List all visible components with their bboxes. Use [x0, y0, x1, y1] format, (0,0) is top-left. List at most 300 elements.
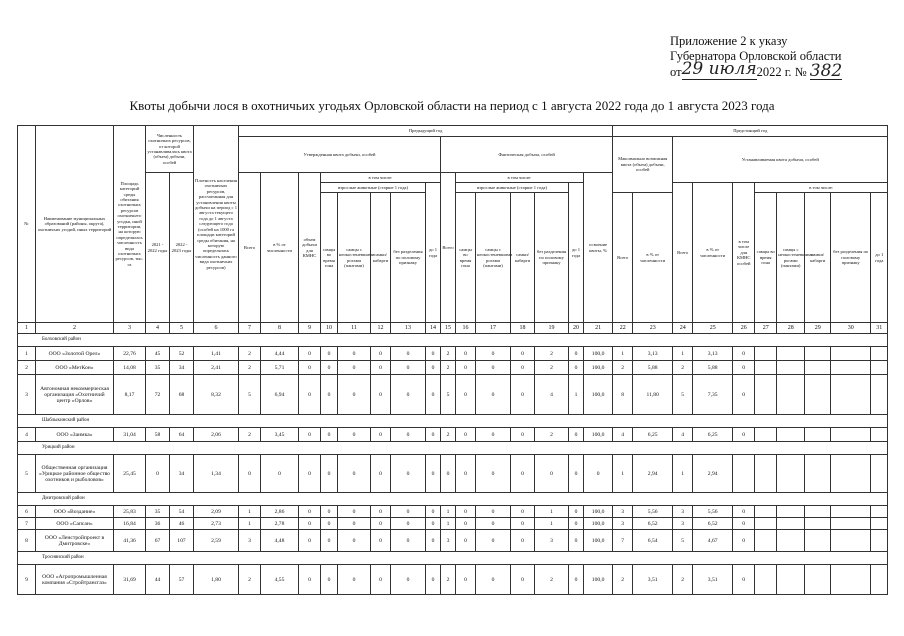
- header-set-quota: Устанавливаемая квота добычи, особей: [673, 137, 888, 183]
- column-numbers-row: [18, 323, 888, 334]
- table-cell: 36: [146, 518, 170, 530]
- table-cell: 0: [476, 428, 511, 442]
- table-cell: 1: [441, 518, 456, 530]
- table-cell: 0: [338, 506, 371, 518]
- column-number: 4: [146, 323, 170, 334]
- table-cell: [805, 455, 831, 493]
- table-cell: 3: [613, 518, 633, 530]
- table-cell: [777, 518, 805, 530]
- table-cell: 25,83: [114, 506, 146, 518]
- column-number: 12: [371, 323, 391, 334]
- header-population: Численность охотничьих ресурсов, от которой устанавливалась квота (объем) добычи, особей: [146, 126, 194, 173]
- district-label: Болховский район: [18, 334, 888, 347]
- table-cell: 6,25: [633, 428, 673, 442]
- table-cell: 0: [321, 506, 338, 518]
- table-cell: 0: [733, 506, 755, 518]
- table-cell: 0: [338, 565, 371, 595]
- table-cell: 57: [170, 565, 194, 595]
- table-cell: 0: [569, 361, 584, 375]
- table-cell: 7: [18, 518, 36, 530]
- table-cell: [805, 530, 831, 552]
- header-name: Наименование муниципальных образований (районы, округа), охотничьих угодий, иных территорий: [36, 126, 114, 323]
- table-cell: [777, 455, 805, 493]
- table-cell: 0: [371, 428, 391, 442]
- table-cell: 0: [733, 428, 755, 442]
- table-cell: 4,67: [693, 530, 733, 552]
- table-cell: 0: [299, 518, 321, 530]
- hunting-ground-name: ООО «Заимка»: [36, 428, 114, 442]
- table-cell: 0: [511, 347, 535, 361]
- table-cell: [871, 347, 888, 361]
- hunting-ground-name: ООО «Агропромышленная компания «Стройтрансгаз»: [36, 565, 114, 595]
- table-cell: [755, 375, 777, 415]
- table-cell: 0: [733, 375, 755, 415]
- table-cell: 4,48: [261, 530, 299, 552]
- table-cell: 8: [613, 375, 633, 415]
- table-cell: 8: [18, 530, 36, 552]
- table-cell: 100,0: [584, 565, 613, 595]
- table-cell: 0: [299, 506, 321, 518]
- table-row: [18, 565, 888, 595]
- hunting-ground-name: ООО «Сапсан»: [36, 518, 114, 530]
- table-cell: 100,0: [584, 375, 613, 415]
- table-cell: 0: [321, 530, 338, 552]
- table-cell: 14,08: [114, 361, 146, 375]
- header-set-pct: в % от численности: [693, 183, 733, 323]
- table-cell: 9: [18, 565, 36, 595]
- table-cell: 0: [569, 506, 584, 518]
- date-prefix: от: [670, 65, 682, 79]
- header-prev-adults: взрослые животные (старше 1 года): [321, 183, 426, 193]
- table-cell: 67: [146, 530, 170, 552]
- table-cell: [805, 565, 831, 595]
- table-cell: [733, 455, 755, 493]
- table-cell: 1: [673, 347, 693, 361]
- column-number: 2: [36, 323, 114, 334]
- table-cell: 0: [371, 530, 391, 552]
- table-cell: 2: [441, 565, 456, 595]
- table-body: [18, 323, 888, 595]
- table-cell: 6,25: [693, 428, 733, 442]
- header-actual-males-nonantler: самцы с неокостеневшими рогами (пантами): [476, 193, 511, 323]
- appendix-line-1: Приложение 2 к указу: [670, 34, 788, 48]
- table-cell: 2,41: [194, 361, 239, 375]
- table-cell: 2,94: [633, 455, 673, 493]
- table-cell: 0: [299, 428, 321, 442]
- column-number: 24: [673, 323, 693, 334]
- district-label: Троснянский район: [18, 552, 888, 565]
- header-next-year: Предстоящий год: [613, 126, 888, 137]
- table-cell: 64: [170, 428, 194, 442]
- table-cell: 0: [569, 565, 584, 595]
- table-cell: 0: [476, 506, 511, 518]
- table-cell: 2,06: [194, 428, 239, 442]
- table-cell: 35: [146, 361, 170, 375]
- date-year: 2022 г.: [756, 65, 792, 79]
- table-cell: 1: [535, 506, 569, 518]
- table-cell: 1: [613, 455, 633, 493]
- table-cell: [755, 361, 777, 375]
- table-cell: 2: [239, 428, 261, 442]
- table-cell: 4: [18, 428, 36, 442]
- appendix-block: [670, 34, 860, 80]
- header-set-females: самки/ кабарги: [805, 193, 831, 323]
- section-row: [18, 493, 888, 506]
- table-cell: 0: [321, 518, 338, 530]
- table-cell: [831, 506, 871, 518]
- table-cell: 100,0: [584, 506, 613, 518]
- column-number: 13: [391, 323, 426, 334]
- header-prev-under1: до 1 года: [426, 183, 441, 323]
- table-cell: 2: [239, 347, 261, 361]
- table-cell: 3: [613, 506, 633, 518]
- header-actual-under1: до 1 года: [569, 183, 584, 323]
- header-actual-total: Всего: [441, 173, 456, 323]
- table-cell: 0: [338, 347, 371, 361]
- table-cell: 0: [456, 361, 476, 375]
- table-cell: [755, 455, 777, 493]
- table-cell: [805, 361, 831, 375]
- number-prefix: №: [794, 65, 807, 79]
- table-row: [18, 506, 888, 518]
- table-cell: 5,56: [693, 506, 733, 518]
- table-cell: 0: [733, 565, 755, 595]
- table-cell: 3,13: [633, 347, 673, 361]
- table-cell: 0: [321, 361, 338, 375]
- table-cell: 3: [535, 530, 569, 552]
- table-cell: 2: [613, 361, 633, 375]
- table-cell: [805, 518, 831, 530]
- table-cell: 0: [733, 530, 755, 552]
- hunting-ground-name: ООО «Золотой Орел»: [36, 347, 114, 361]
- table-cell: 22,76: [114, 347, 146, 361]
- table-cell: 6,52: [633, 518, 673, 530]
- table-cell: 0: [426, 428, 441, 442]
- table-cell: 0: [391, 530, 426, 552]
- table-cell: 0: [584, 455, 613, 493]
- table-cell: 4: [673, 428, 693, 442]
- table-cell: [755, 506, 777, 518]
- table-cell: 0: [569, 455, 584, 493]
- table-cell: 11,80: [633, 375, 673, 415]
- table-cell: 0: [338, 530, 371, 552]
- table-cell: 0: [441, 455, 456, 493]
- table-cell: 0: [426, 506, 441, 518]
- table-cell: 0: [426, 455, 441, 493]
- table-cell: 3,51: [693, 565, 733, 595]
- table-cell: 1: [239, 518, 261, 530]
- table-cell: 35: [146, 506, 170, 518]
- column-number: 23: [633, 323, 673, 334]
- hunting-ground-name: ООО «МетКон»: [36, 361, 114, 375]
- table-cell: 5: [18, 455, 36, 493]
- table-cell: 0: [476, 530, 511, 552]
- table-cell: 2: [441, 347, 456, 361]
- table-cell: 1,41: [194, 347, 239, 361]
- table-cell: 100,0: [584, 518, 613, 530]
- table-cell: [755, 428, 777, 442]
- table-cell: [777, 347, 805, 361]
- table-cell: 2: [535, 361, 569, 375]
- district-label: Дмитровский район: [18, 493, 888, 506]
- table-cell: 0: [299, 347, 321, 361]
- table-cell: 5: [239, 375, 261, 415]
- header-set-males-nonantler: самцы с неокостеневшими рогами (пантами): [777, 193, 805, 323]
- table-cell: [831, 565, 871, 595]
- table-cell: 1: [673, 455, 693, 493]
- table-cell: 2: [673, 361, 693, 375]
- table-cell: 0: [535, 455, 569, 493]
- header-pop-2021: 2021 - 2022 годы: [146, 173, 170, 323]
- table-cell: 0: [371, 347, 391, 361]
- section-row: [18, 552, 888, 565]
- table-cell: 72: [146, 375, 170, 415]
- table-cell: 0: [391, 428, 426, 442]
- table-cell: 0: [371, 565, 391, 595]
- table-cell: 0: [146, 455, 170, 493]
- table-cell: 0: [426, 530, 441, 552]
- table-cell: 0: [476, 347, 511, 361]
- column-number: 7: [239, 323, 261, 334]
- table-cell: 2: [441, 428, 456, 442]
- header-set-unsexed: без разделения по половому признаку: [831, 193, 871, 323]
- district-label: Шаблыкинский район: [18, 415, 888, 428]
- header-mastered: освоение квоты, %: [584, 173, 613, 323]
- table-cell: 3: [673, 518, 693, 530]
- table-cell: 5,88: [633, 361, 673, 375]
- table-cell: 7: [613, 530, 633, 552]
- table-cell: 0: [391, 506, 426, 518]
- table-cell: 0: [338, 428, 371, 442]
- table-cell: 0: [511, 375, 535, 415]
- table-cell: 0: [299, 455, 321, 493]
- table-cell: 0: [569, 518, 584, 530]
- table-cell: 0: [456, 428, 476, 442]
- table-cell: [871, 518, 888, 530]
- table-cell: 0: [476, 518, 511, 530]
- table-cell: 0: [511, 530, 535, 552]
- table-cell: 0: [371, 361, 391, 375]
- table-cell: 0: [511, 565, 535, 595]
- table-cell: 2,94: [693, 455, 733, 493]
- table-cell: 3: [673, 506, 693, 518]
- table-row: [18, 361, 888, 375]
- table-cell: 2,59: [194, 530, 239, 552]
- table-cell: 0: [426, 375, 441, 415]
- table-cell: 1: [569, 375, 584, 415]
- section-row: [18, 442, 888, 455]
- table-cell: 2,86: [261, 506, 299, 518]
- table-cell: [871, 455, 888, 493]
- table-cell: 0: [476, 361, 511, 375]
- column-number: 16: [456, 323, 476, 334]
- table-cell: 0: [299, 530, 321, 552]
- table-cell: 6,94: [261, 375, 299, 415]
- hunting-ground-name: Общественная организация «Урицкое районное общество охотников и рыболовов»: [36, 455, 114, 493]
- column-number: 28: [777, 323, 805, 334]
- table-row: [18, 375, 888, 415]
- table-cell: 4: [613, 428, 633, 442]
- table-cell: 0: [456, 455, 476, 493]
- table-cell: 45: [146, 347, 170, 361]
- table-cell: [871, 530, 888, 552]
- header-max-pct: в % от численности: [633, 193, 673, 323]
- table-cell: 0: [733, 518, 755, 530]
- table-cell: 0: [321, 375, 338, 415]
- table-cell: [831, 518, 871, 530]
- table-cell: 2: [673, 565, 693, 595]
- table-cell: 0: [456, 375, 476, 415]
- table-cell: 0: [426, 518, 441, 530]
- table-cell: 31,69: [114, 565, 146, 595]
- table-cell: 5,56: [633, 506, 673, 518]
- table-cell: 34: [170, 361, 194, 375]
- table-cell: 54: [170, 506, 194, 518]
- appendix-line-2: Губернатора Орловской области: [670, 49, 842, 63]
- table-row: [18, 347, 888, 361]
- table-cell: 2: [18, 361, 36, 375]
- table-cell: 7,35: [693, 375, 733, 415]
- table-cell: 0: [338, 518, 371, 530]
- header-prev-unsexed: без разделения по половому признаку: [391, 193, 426, 323]
- header-area: Площадь категорий среды обитания охотничьих ресурсов охотничьего угодья, иной территории, на которую определялась численность вида охотничьих ресурсов, тыс. га: [114, 126, 146, 323]
- column-number: 14: [426, 323, 441, 334]
- table-cell: 100,0: [584, 530, 613, 552]
- column-number: 8: [261, 323, 299, 334]
- table-cell: 2,78: [261, 518, 299, 530]
- table-cell: 2: [441, 361, 456, 375]
- table-cell: 3,45: [261, 428, 299, 442]
- table-cell: 0: [426, 565, 441, 595]
- table-cell: 68: [170, 375, 194, 415]
- table-cell: 0: [511, 428, 535, 442]
- table-cell: 0: [321, 428, 338, 442]
- column-number: 31: [871, 323, 888, 334]
- header-no: №: [18, 126, 36, 323]
- header-prev-kmns: объем добычи для КМНС: [299, 173, 321, 323]
- table-cell: 2: [239, 565, 261, 595]
- table-cell: [755, 565, 777, 595]
- table-cell: 1: [239, 506, 261, 518]
- table-cell: 3: [239, 530, 261, 552]
- table-cell: 0: [733, 361, 755, 375]
- table-cell: 107: [170, 530, 194, 552]
- table-cell: 2,09: [194, 506, 239, 518]
- table-cell: 0: [371, 375, 391, 415]
- table-cell: [777, 530, 805, 552]
- table-cell: 0: [239, 455, 261, 493]
- column-number: 10: [321, 323, 338, 334]
- table-cell: 1,34: [194, 455, 239, 493]
- table-cell: [805, 347, 831, 361]
- header-prev-females: самки/ кабарги: [371, 193, 391, 323]
- table-cell: 5,88: [693, 361, 733, 375]
- table-cell: [871, 565, 888, 595]
- column-number: 6: [194, 323, 239, 334]
- table-cell: 0: [569, 347, 584, 361]
- table-cell: 100,0: [584, 347, 613, 361]
- table-cell: 52: [170, 347, 194, 361]
- table-cell: 0: [476, 565, 511, 595]
- table-cell: 1: [535, 518, 569, 530]
- table-cell: [777, 565, 805, 595]
- table-cell: 0: [261, 455, 299, 493]
- quota-table-body-wrapper: [17, 125, 884, 595]
- column-number: 27: [755, 323, 777, 334]
- header-density: Плотность населения охотничьих ресурсов, рассчитанная для установления квоты добычи на период с 1 августа текущего года до 1 августа следующего года (особей на 1000 га площади категорий среды обитания, на которую определялась численность данного вида охотничьих ресурсов): [194, 126, 239, 323]
- table-cell: [777, 375, 805, 415]
- table-cell: 0: [456, 530, 476, 552]
- table-cell: 0: [733, 347, 755, 361]
- table-cell: 0: [391, 347, 426, 361]
- header-set-incl: в том числе:: [755, 183, 888, 193]
- column-number: 25: [693, 323, 733, 334]
- table-cell: 0: [456, 565, 476, 595]
- table-cell: [777, 428, 805, 442]
- header-pop-2022: 2022 - 2023 годы: [170, 173, 194, 323]
- table-cell: [777, 361, 805, 375]
- table-cell: 2: [239, 361, 261, 375]
- table-cell: [871, 506, 888, 518]
- table-cell: 0: [338, 455, 371, 493]
- table-cell: [871, 375, 888, 415]
- column-number: 5: [170, 323, 194, 334]
- table-cell: 58: [146, 428, 170, 442]
- table-cell: 2: [535, 428, 569, 442]
- table-cell: 8,32: [194, 375, 239, 415]
- table-cell: [871, 361, 888, 375]
- table-cell: [777, 506, 805, 518]
- table-cell: 0: [456, 347, 476, 361]
- column-number: 20: [569, 323, 584, 334]
- table-cell: 0: [299, 565, 321, 595]
- header-max-quota: Максимально возможная квота (объем) добычи, особей: [613, 137, 673, 193]
- section-row: [18, 334, 888, 347]
- table-cell: 0: [321, 565, 338, 595]
- table-cell: 0: [511, 361, 535, 375]
- table-cell: [831, 455, 871, 493]
- table-cell: [755, 530, 777, 552]
- table-cell: 100,0: [584, 428, 613, 442]
- table-cell: 1,80: [194, 565, 239, 595]
- header-max-total: Всего: [613, 193, 633, 323]
- date-line: [670, 59, 860, 81]
- table-cell: 0: [299, 361, 321, 375]
- header-set-total: Всего: [673, 183, 693, 323]
- header-actual-unsexed: без разделения по половому признаку: [535, 193, 569, 323]
- table-cell: 6,54: [633, 530, 673, 552]
- table-cell: 0: [456, 506, 476, 518]
- column-number: 3: [114, 323, 146, 334]
- table-cell: 34: [170, 455, 194, 493]
- table-cell: 0: [511, 506, 535, 518]
- table-cell: 0: [338, 361, 371, 375]
- table-cell: 0: [569, 428, 584, 442]
- table-cell: [805, 375, 831, 415]
- column-number: 29: [805, 323, 831, 334]
- table-cell: [871, 428, 888, 442]
- table-cell: 6: [18, 506, 36, 518]
- header-set-males-rut: самцы во время гона: [755, 193, 777, 323]
- column-number: 18: [511, 323, 535, 334]
- header-prev-males-nonantler: самцы с неокостеневшими рогами (пантами): [338, 193, 371, 323]
- column-number: 26: [733, 323, 755, 334]
- table-cell: [831, 530, 871, 552]
- table-cell: 16,84: [114, 518, 146, 530]
- table-cell: [831, 361, 871, 375]
- table-cell: 2,73: [194, 518, 239, 530]
- table-cell: 0: [321, 347, 338, 361]
